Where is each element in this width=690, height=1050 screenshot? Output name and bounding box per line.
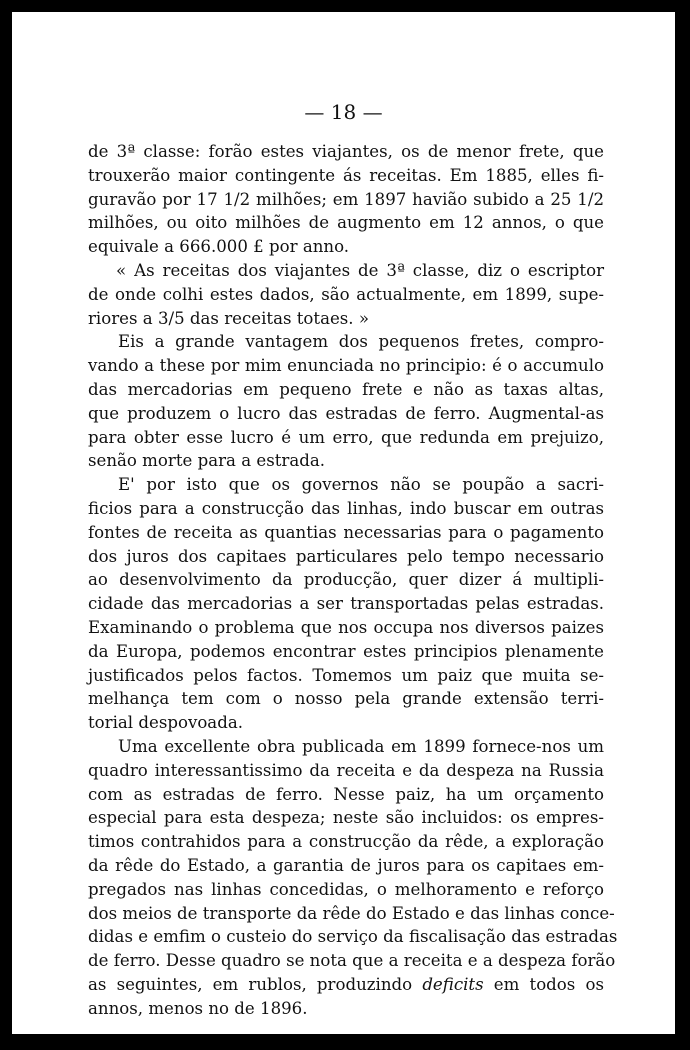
text-line: de onde colhi estes dados, são actualmente, em 1899, supe- [88,284,604,304]
text-line: de ferro. Desse quadro se nota que a receita e a despeza forão [88,951,616,971]
text-line: dos juros dos capitaes particulares pelo tempo necessario [88,546,604,566]
text-line: vando a these por mim enunciada no principio: é o accumulo [88,356,604,376]
book-page [12,12,675,1034]
text-line: com as estradas de ferro. Nesse paiz, ha um orçamento [88,784,604,804]
text-line: quadro interessantissimo da receita e da despeza na Russia [88,760,604,780]
page-number: — 18 — [304,100,383,124]
text-line: dos meios de transporte da rêde do Estado e das linhas conce- [88,903,615,923]
text-line: riores a 3/5 das receitas totaes. » [88,308,370,328]
text-line: Eis a grande vantagem dos pequenos fretes, compro- [118,332,604,352]
text-line: pregados nas linhas concedidas, o melhoramento e reforço [88,879,604,899]
text-line [88,973,604,997]
text-line: justificados pelos factos. Tomemos um paiz que muita se- [88,665,604,685]
text-line: milhões, ou oito milhões de augmento em 12 annos, o que [88,213,604,233]
text-line: das mercadorias em pequeno frete e não as taxas altas, [88,379,604,399]
text-line: que produzem o lucro das estradas de ferro. Augmental-as [88,403,604,423]
text-line: ficios para a construcção das linhas, indo buscar em outras [88,498,604,518]
text-line: didas e emfim o custeio do serviço da fiscalisação das estradas [88,927,618,947]
text-fragment: em todos os [483,974,604,994]
text-line: cidade das mercadorias a ser transportadas pelas estradas. [88,594,604,614]
text-line: Uma excellente obra publicada em 1899 fornece-nos um [118,736,604,756]
emphasis-deficits: deficits [422,974,484,994]
text-line: Examinando o problema que nos occupa nos diversos paizes [88,617,604,637]
text-line: equivale a 666.000 £ por anno. [88,237,350,257]
text-line: da Europa, podemos encontrar estes principios plenamente [88,641,604,661]
text-line: de 3ª classe: forão estes viajantes, os de menor frete, que [88,142,604,161]
text-line: torial despovoada. [88,713,243,733]
body-text [88,140,618,1020]
text-line: timos contrahidos para a construcção da rêde, a exploração [88,832,604,852]
text-line: para obter esse lucro é um erro, que redunda em prejuizo, [88,427,604,447]
text-line: ao desenvolvimento da producção, quer dizer á multipli- [88,570,604,590]
text-line: E' por isto que os governos não se poupão a sacri- [118,475,604,495]
text-line: fontes de receita as quantias necessarias para o pagamento [88,522,604,542]
text-fragment: as seguintes, em rublos, produzindo [88,974,423,994]
text-line: da rêde do Estado, a garantia de juros para os capitaes em- [88,855,604,875]
text-line: melhança tem com o nosso pela grande extensão terri- [88,689,604,709]
text-line: annos, menos no de 1896. [88,998,308,1018]
text-line: trouxerão maior contingente ás receitas. Em 1885, elles fi- [88,165,604,185]
text-line: senão morte para a estrada. [88,451,326,471]
text-line: guravão por 17 1/2 milhões; em 1897 havião subido a 25 1/2 [88,189,604,209]
text-line: « As receitas dos viajantes de 3ª classe, diz o escriptor [116,260,604,280]
text-line: especial para esta despeza; neste são incluidos: os empres- [88,808,604,828]
